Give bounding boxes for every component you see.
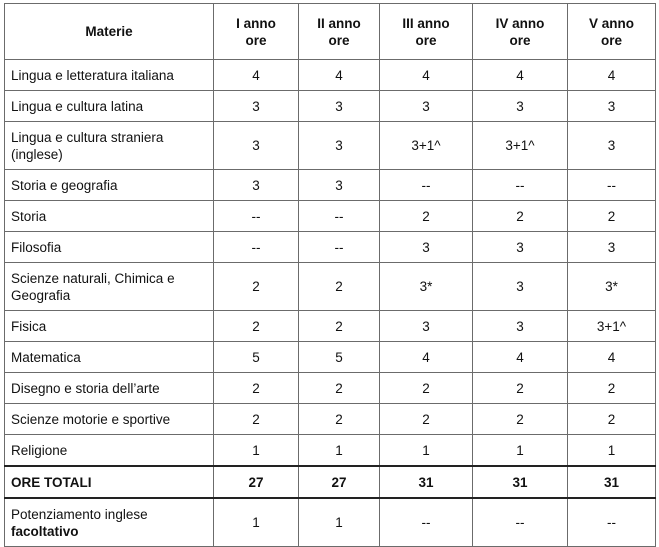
hours-cell: 2 <box>299 263 380 311</box>
table-row <box>5 60 656 91</box>
hours-cell: 2 <box>380 201 473 232</box>
header-year-2 <box>299 4 380 60</box>
subject-cell: Storia e geografia <box>5 170 214 201</box>
hours-cell: 5 <box>214 342 299 373</box>
hours-cell: 4 <box>214 60 299 91</box>
hours-cell: 3 <box>299 122 380 170</box>
hours-cell: -- <box>473 170 568 201</box>
hours-cell: 4 <box>380 342 473 373</box>
subject-cell: Lingua e letteratura italiana <box>5 60 214 91</box>
hours-cell: 3 <box>214 170 299 201</box>
hours-cell: 4 <box>568 60 656 91</box>
header-unit-label: ore <box>509 32 531 48</box>
hours-cell: 3 <box>299 170 380 201</box>
subject-cell: Scienze motorie e sportive <box>5 404 214 435</box>
hours-cell: -- <box>473 498 568 547</box>
hours-cell: 3 <box>473 311 568 342</box>
hours-cell: 3 <box>380 91 473 122</box>
table-row <box>5 342 656 373</box>
hours-cell: 4 <box>299 60 380 91</box>
table-row <box>5 263 656 311</box>
hours-cell: 2 <box>214 311 299 342</box>
hours-cell: 1 <box>380 435 473 467</box>
total-label: ORE TOTALI <box>5 466 214 498</box>
hours-cell: 2 <box>214 373 299 404</box>
hours-cell: -- <box>380 498 473 547</box>
hours-cell: 3* <box>380 263 473 311</box>
hours-table <box>4 3 656 547</box>
hours-cell: -- <box>299 232 380 263</box>
hours-cell: -- <box>568 498 656 547</box>
subject-cell: Fisica <box>5 311 214 342</box>
hours-cell: 3 <box>473 263 568 311</box>
hours-cell: 2 <box>299 404 380 435</box>
total-row <box>5 466 656 498</box>
optional-subject-cell <box>5 498 214 547</box>
header-year-label: I anno <box>236 15 276 31</box>
table-row <box>5 435 656 467</box>
table-row <box>5 122 656 170</box>
table-row <box>5 404 656 435</box>
header-unit-label: ore <box>600 32 622 48</box>
table-row <box>5 232 656 263</box>
header-unit-label: ore <box>245 32 267 48</box>
total-cell: 27 <box>214 466 299 498</box>
subject-cell: Lingua e cultura latina <box>5 91 214 122</box>
hours-cell: 2 <box>568 373 656 404</box>
hours-cell: 1 <box>214 498 299 547</box>
header-year-1 <box>214 4 299 60</box>
header-year-3 <box>380 4 473 60</box>
table-row <box>5 170 656 201</box>
hours-cell: 1 <box>568 435 656 467</box>
hours-cell: 3* <box>568 263 656 311</box>
header-row <box>5 4 656 60</box>
hours-cell: 2 <box>299 311 380 342</box>
hours-cell: 2 <box>380 373 473 404</box>
subject-cell: Matematica <box>5 342 214 373</box>
hours-cell: -- <box>380 170 473 201</box>
header-year-label: II anno <box>317 15 361 31</box>
optional-subject-note: facoltativo <box>11 523 79 539</box>
hours-cell: 3 <box>380 311 473 342</box>
hours-cell: 2 <box>214 404 299 435</box>
header-unit-label: ore <box>328 32 350 48</box>
hours-cell: 2 <box>473 404 568 435</box>
hours-cell: 3 <box>568 91 656 122</box>
header-unit-label: ore <box>415 32 437 48</box>
total-cell: 31 <box>568 466 656 498</box>
table-row <box>5 373 656 404</box>
hours-cell: 2 <box>473 201 568 232</box>
hours-cell: 4 <box>473 60 568 91</box>
hours-cell: -- <box>568 170 656 201</box>
subject-cell: Lingua e cultura straniera (inglese) <box>5 122 214 170</box>
subject-cell: Disegno e storia dell’arte <box>5 373 214 404</box>
hours-cell: -- <box>299 201 380 232</box>
header-year-label: V anno <box>588 15 634 31</box>
table-row <box>5 201 656 232</box>
hours-cell: 4 <box>380 60 473 91</box>
hours-cell: 3 <box>473 232 568 263</box>
hours-cell: 2 <box>380 404 473 435</box>
hours-cell: 1 <box>299 498 380 547</box>
hours-cell: 3 <box>299 91 380 122</box>
header-subject: Materie <box>5 4 214 60</box>
hours-cell: 4 <box>473 342 568 373</box>
subject-cell: Scienze naturali, Chimica e Geografia <box>5 263 214 311</box>
hours-cell: 2 <box>473 373 568 404</box>
table-row <box>5 311 656 342</box>
total-cell: 27 <box>299 466 380 498</box>
hours-cell: 3+1^ <box>473 122 568 170</box>
hours-cell: 1 <box>473 435 568 467</box>
hours-cell: 3+1^ <box>380 122 473 170</box>
header-year-label: IV anno <box>495 15 545 31</box>
header-year-5 <box>568 4 656 60</box>
total-cell: 31 <box>473 466 568 498</box>
hours-cell: 2 <box>299 373 380 404</box>
hours-cell: 3+1^ <box>568 311 656 342</box>
hours-cell: 3 <box>214 122 299 170</box>
hours-cell: -- <box>214 232 299 263</box>
optional-row <box>5 498 656 547</box>
hours-cell: 3 <box>568 232 656 263</box>
hours-cell: 5 <box>299 342 380 373</box>
subject-cell: Religione <box>5 435 214 467</box>
hours-cell: 3 <box>214 91 299 122</box>
hours-cell: 1 <box>299 435 380 467</box>
hours-cell: 3 <box>568 122 656 170</box>
subject-cell: Storia <box>5 201 214 232</box>
hours-cell: 4 <box>568 342 656 373</box>
table-row <box>5 91 656 122</box>
optional-subject-line: Potenziamento inglese <box>11 506 148 522</box>
hours-cell: 2 <box>568 404 656 435</box>
subject-cell: Filosofia <box>5 232 214 263</box>
header-year-label: III anno <box>402 15 450 31</box>
header-year-4 <box>473 4 568 60</box>
total-cell: 31 <box>380 466 473 498</box>
hours-cell: 3 <box>380 232 473 263</box>
hours-cell: 2 <box>214 263 299 311</box>
hours-cell: 1 <box>214 435 299 467</box>
hours-cell: -- <box>214 201 299 232</box>
hours-cell: 3 <box>473 91 568 122</box>
hours-cell: 2 <box>568 201 656 232</box>
